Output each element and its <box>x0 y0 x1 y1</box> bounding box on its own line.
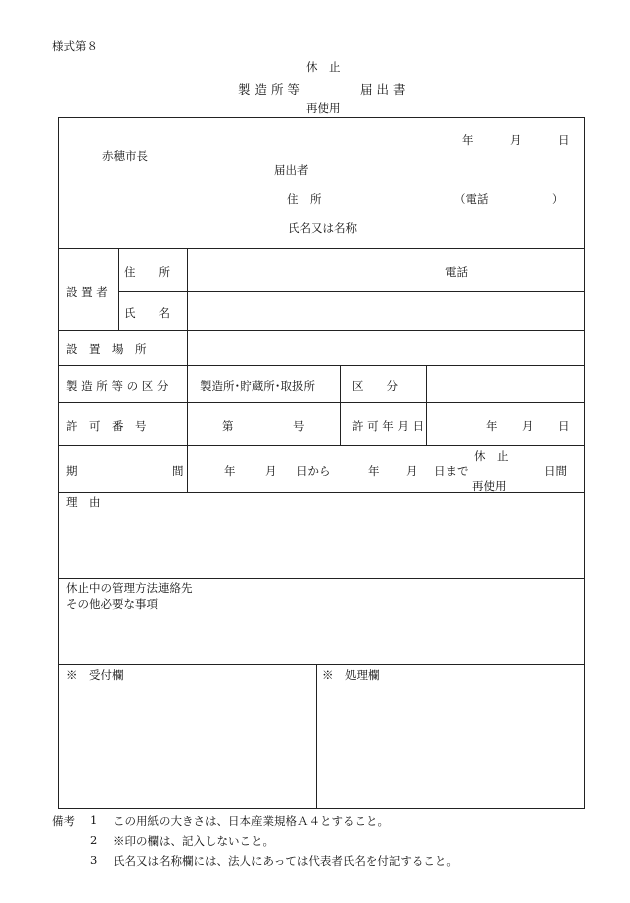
period-stop-label: 休 止 <box>474 449 509 463</box>
period-label-right: 間 <box>172 464 184 478</box>
location-label: 設 置 場 所 <box>66 342 147 356</box>
period-from-year: 年 <box>224 464 236 478</box>
category-label: 製 造 所 等 の 区 分 <box>66 379 169 393</box>
installer-label: 設 置 者 <box>66 285 108 299</box>
note-number: 3 <box>90 853 98 867</box>
category-value: 製造所･貯蔵所･取扱所 <box>200 379 315 393</box>
management-label-line1: 休止中の管理方法連絡先 <box>66 581 193 595</box>
notifier-name-label: 氏名又は名称 <box>288 221 357 235</box>
permit-number-suffix: 号 <box>293 419 305 433</box>
header-date-month: 月 <box>510 133 522 147</box>
note-text: ※印の欄は、記入しないこと。 <box>113 834 274 848</box>
note-text: 氏名又は名称欄には、法人にあっては代表者氏名を付記すること。 <box>113 854 458 868</box>
management-field[interactable] <box>59 614 584 662</box>
addressee: 赤穂市長 <box>102 149 148 163</box>
period-from-suffix: 日から <box>296 464 331 478</box>
installer-address-field[interactable] <box>188 264 585 288</box>
period-label-left: 期 <box>66 464 78 478</box>
installer-name-field[interactable] <box>188 292 585 330</box>
title-resume-label: 再使用 <box>306 101 341 115</box>
permit-number-prefix: 第 <box>222 419 234 433</box>
kubun-field[interactable] <box>427 366 584 402</box>
reason-label: 理 由 <box>66 495 101 509</box>
installer-address-label: 住 所 <box>124 265 170 279</box>
permit-date-month: 月 <box>522 419 534 433</box>
note-text: この用紙の大きさは、日本産業規格Ａ４とすること。 <box>113 814 389 828</box>
title-main-right: 届 出 書 <box>360 82 406 97</box>
header-date-year: 年 <box>462 133 474 147</box>
title-stop-label: 休 止 <box>306 60 341 74</box>
management-label-line2: その他必要な事項 <box>66 597 158 611</box>
notifier-label: 届出者 <box>274 163 309 177</box>
period-to-year: 年 <box>368 464 380 478</box>
title-main-left: 製 造 所 等 <box>238 82 300 97</box>
permit-date-label: 許 可 年 月 日 <box>352 419 425 433</box>
header-date-day: 日 <box>558 133 570 147</box>
note-number: 1 <box>90 813 98 827</box>
period-resume-label: 再使用 <box>472 479 507 493</box>
installer-phone-label: 電話 <box>445 265 468 279</box>
kubun-label: 区 分 <box>352 379 398 393</box>
installer-name-label: 氏 名 <box>124 306 170 320</box>
phone-open: （電話 <box>454 192 489 206</box>
notes-heading: 備考 <box>52 814 75 828</box>
reception-label: ※ 受付欄 <box>66 668 124 682</box>
note-number: 2 <box>90 833 98 847</box>
reason-field[interactable] <box>59 510 584 576</box>
phone-close: ） <box>552 192 564 206</box>
notifier-address-label: 住 所 <box>287 192 322 206</box>
permit-date-year: 年 <box>486 419 498 433</box>
period-to-month: 月 <box>406 464 418 478</box>
location-field[interactable] <box>188 331 585 365</box>
permit-date-day: 日 <box>558 419 570 433</box>
permit-number-label: 許 可 番 号 <box>66 419 147 433</box>
period-to-suffix: 日まで <box>434 464 469 478</box>
form-number: 様式第８ <box>52 39 98 53</box>
processing-label: ※ 処理欄 <box>322 668 380 682</box>
period-from-month: 月 <box>265 464 277 478</box>
period-days-label: 日間 <box>544 464 567 478</box>
